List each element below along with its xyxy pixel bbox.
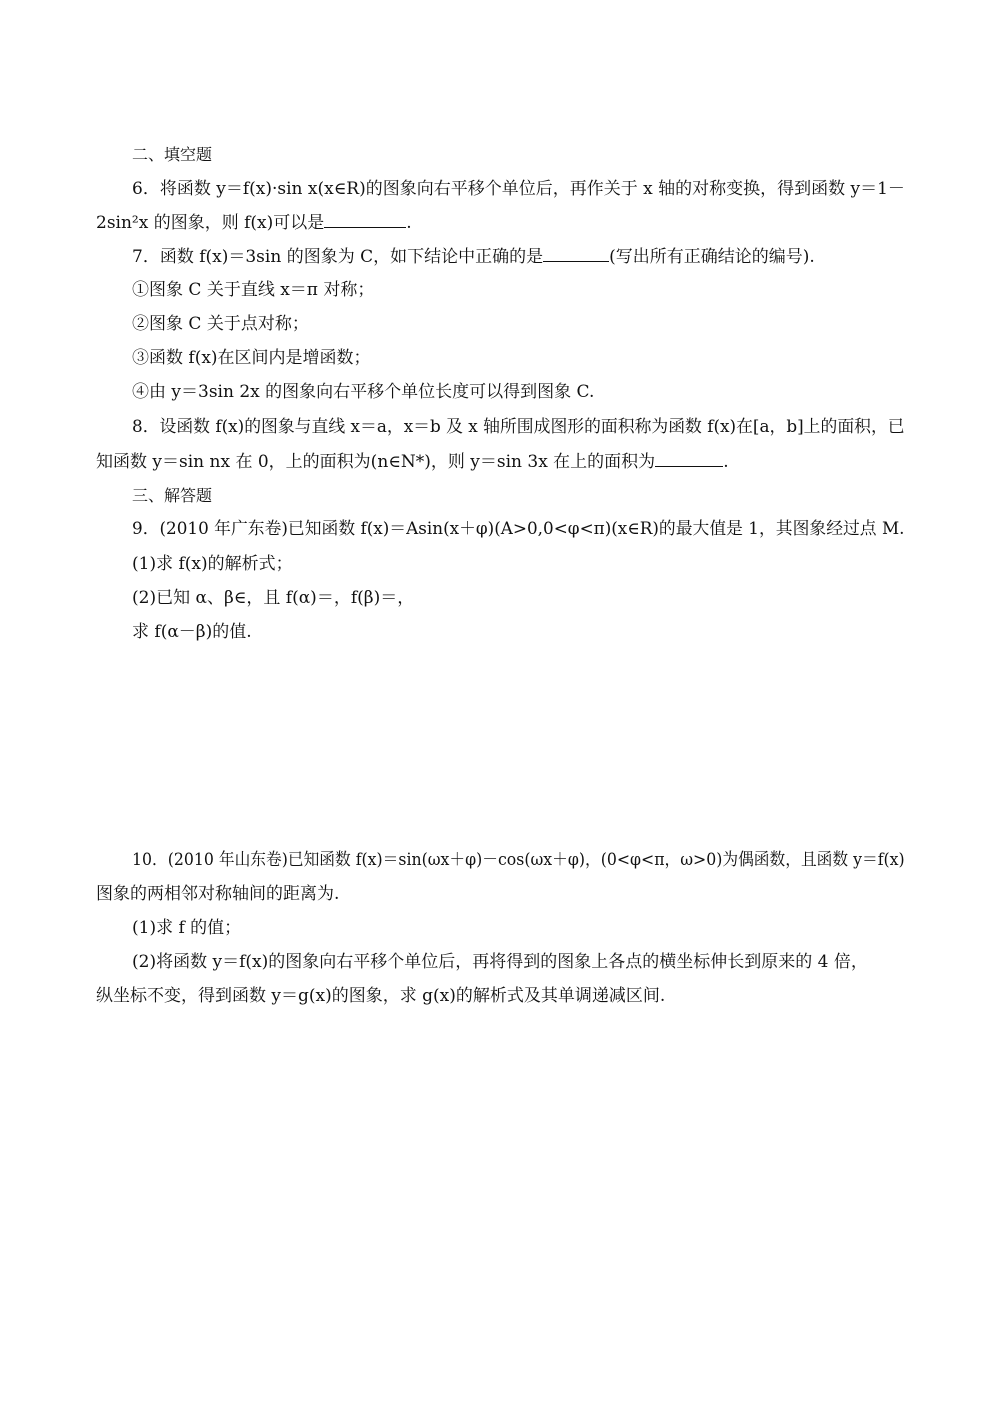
question-8-line-2: [96, 450, 729, 473]
question-10-part-2b: 纵坐标不变，得到函数 y＝g(x)的图象，求 g(x)的解析式及其单调递减区间.: [96, 986, 666, 1006]
question-8-end: .: [723, 452, 729, 472]
question-10-line-1: 10．(2010 年山东卷)已知函数 f(x)＝sin(ωx＋φ)－cos(ωx＋φ)，(0<φ<π，ω>0)为偶函数，且函数 y＝f(x): [132, 850, 905, 870]
answer-blank-8[interactable]: [655, 450, 723, 467]
question-6-text: 2sin²x 的图象，则 f(x)可以是: [96, 213, 325, 233]
question-10-part-2a: (2)将函数 y＝f(x)的图象向右平移个单位后，再将得到的图象上各点的横坐标伸长到原来的 4 倍，: [132, 952, 868, 972]
section-heading-fill-in: 二、填空题: [132, 145, 213, 164]
question-10-line-2: 图象的两相邻对称轴间的距离为.: [96, 884, 340, 904]
question-9-part-1: (1)求 f(x)的解析式；: [132, 554, 293, 574]
question-6-end: .: [406, 213, 412, 233]
question-7-note: (写出所有正确结论的编号).: [609, 247, 815, 267]
question-9-line-1: 9．(2010 年广东卷)已知函数 f(x)＝Asin(x＋φ)(A>0,0<φ<π)(x∈R)的最大值是 1，其图象经过点 M.: [132, 519, 905, 539]
question-7-text: 7．函数 f(x)＝3sin 的图象为 C，如下结论中正确的是: [132, 247, 544, 267]
question-7-line-1: [132, 245, 815, 268]
answer-blank-7[interactable]: [543, 245, 609, 262]
question-6-line-2: [96, 211, 412, 234]
question-6-line-1: 6．将函数 y＝f(x)·sin x(x∈R)的图象向右平移个单位后，再作关于 x 轴的对称变换，得到函数 y＝1－: [132, 179, 905, 199]
question-9-part-2b: 求 f(α－β)的值.: [132, 622, 252, 642]
question-10-part-1: (1)求 f 的值；: [132, 918, 242, 938]
answer-blank-6[interactable]: [324, 211, 406, 228]
question-7-option-1: ①图象 C 关于直线 x＝π 对称；: [132, 280, 375, 300]
question-8-line-1: 8．设函数 f(x)的图象与直线 x＝a，x＝b 及 x 轴所围成图形的面积称为函数 f(x)在[a，b]上的面积，已: [132, 417, 905, 437]
question-9-part-2: (2)已知 α、β∈，且 f(α)＝，f(β)＝，: [132, 588, 415, 608]
question-7-option-3: ③函数 f(x)在区间内是增函数；: [132, 348, 371, 368]
section-heading-solve: 三、解答题: [132, 486, 213, 505]
question-7-option-2: ②图象 C 关于点对称；: [132, 314, 309, 334]
question-8-text: 知函数 y＝sin nx 在 0，上的面积为(n∈N*)，则 y＝sin 3x 在上的面积为: [96, 452, 656, 472]
question-7-option-4: ④由 y＝3sin 2x 的图象向右平移个单位长度可以得到图象 C.: [132, 382, 595, 402]
